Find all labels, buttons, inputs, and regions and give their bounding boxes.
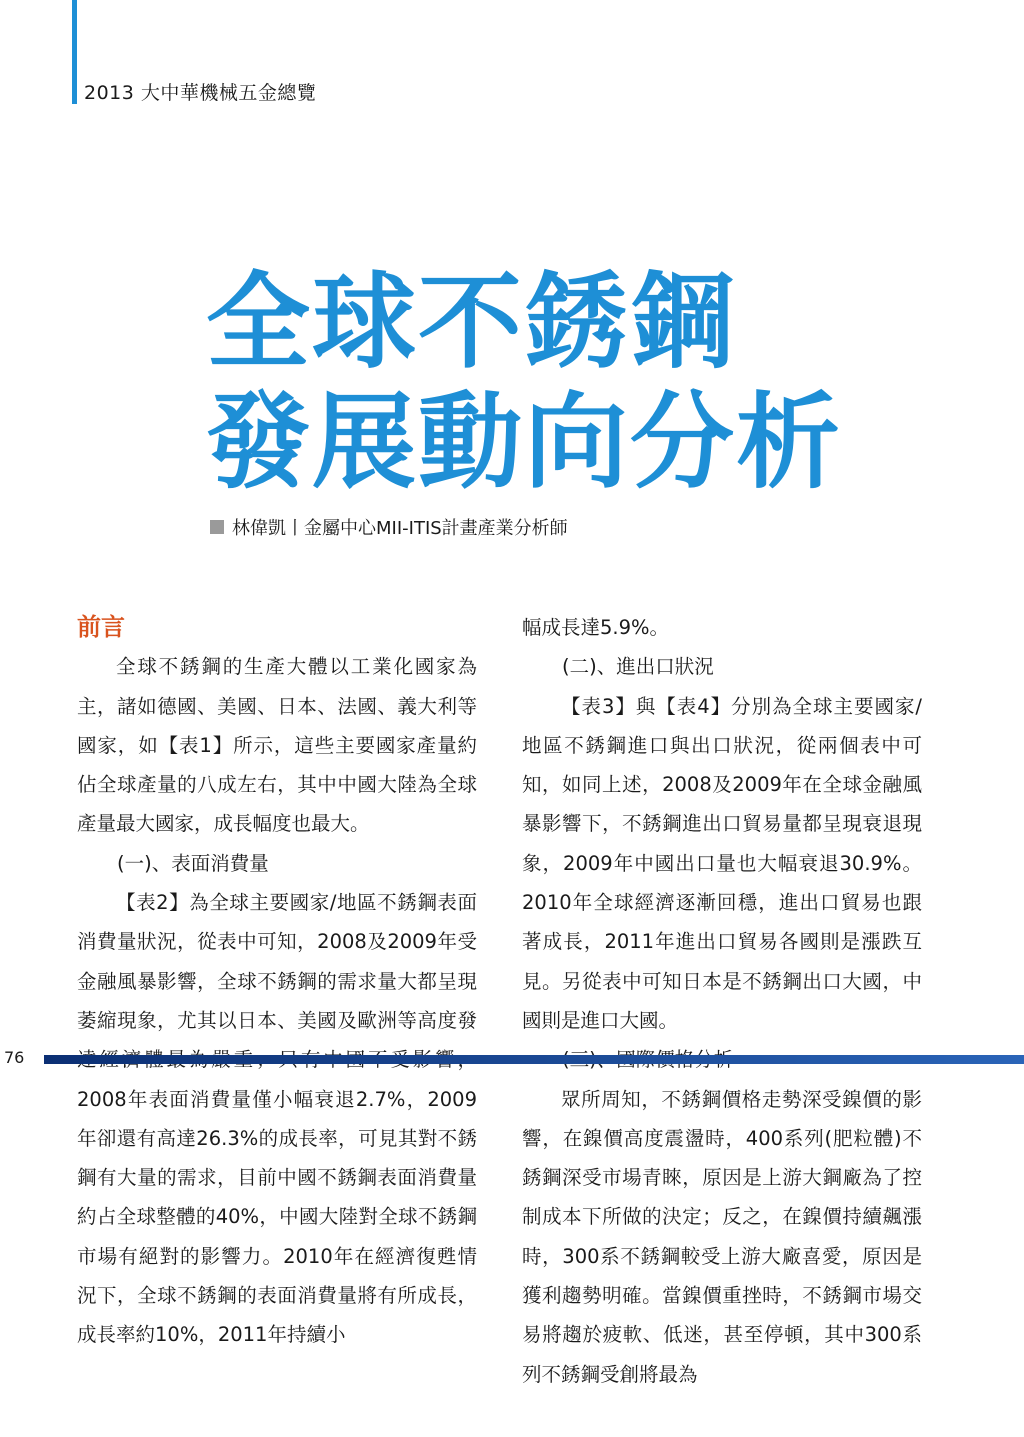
header-accent-bar [72,0,77,104]
consumption-paragraph: 【表2】為全球主要國家/地區不銹鋼表面消費量狀況，從表中可知，2008及2009年受金融風暴影響，全球不銹鋼的需求量大都呈現萎縮現象，尤其以日本、美國及歐洲等高度發 2008年表面消費量僅小幅衰退2.7%，2009年卻還有高達26.3%的成長率，可見其對不銹鋼有大量的需求，目前中國不銹鋼表面消費量約占全球整體的40%，中國大陸對全球不銹鋼市場有絕對的影響力。2010年在經濟復甦情況下，全球不銹鋼的表面消費量將有所成長，成長率約10%，2011年持續小 [77,891,477,1347]
article-title-line-2: 發展動向分析 [206,381,843,503]
subsection-heading-consumption: (一)、表面消費量 [117,851,269,875]
continuation-text: 幅成長達5.9%。 [522,616,670,639]
author-credit: 林偉凱丨金屬中心MII-ITIS計畫產業分析師 [232,518,568,539]
footer-rule [44,1055,1024,1064]
subsection-heading-trade: (二)、進出口狀況 [562,655,714,679]
page-number: 76 [4,1048,25,1067]
price-paragraph: 眾所周知，不銹鋼價格走勢深受鎳價的影響，在鎳價高度震盪時，400系列(肥粒體)不銹鋼深受市場青睞，原因是上游大鋼廠為了控制成本下所做的決定；反之，在鎳價持續飆漲時，300系不銹鋼較受上游大廠喜愛，原因是獲利趨勢明確。當鎳價重挫時，不銹鋼市場交易將趨於疲軟、低迷，甚至停頓，其中300系列不銹鋼受創將最為 [522,1087,922,1386]
section-heading-preface: 前言 [77,613,125,641]
author-byline [210,514,568,540]
byline-square-icon [210,520,224,534]
right-column [522,608,922,1394]
trade-paragraph: 【表3】與【表4】分別為全球主要國家/地區不銹鋼進口與出口狀況，從兩個表中可知，如同上述，2008及2009年在全球金融風暴影響下，不銹鋼進出口貿易量都呈現衰退現象，2009年中國出口量也大幅衰退30.9%。2010年全球經濟逐漸回穩，進出口貿易也跟著成長，2011年進出口貿易各國則是漲跌互見。另從表中可知日本是不銹鋼出口大國，中國則是進口大國。 [522,694,922,1032]
intro-paragraph: 全球不銹鋼的生產大體以工業化國家為主，諸如德國、美國、日本、法國、義大利等國家，如【表1】所示，這些主要國家產量約佔全球產量的八成左右，其中中國大陸為全球產量最大國家，成長幅度也最大。 [77,655,477,836]
publication-title: 2013 大中華機械五金總覽 [84,82,317,104]
article-title-line-1: 全球不銹鋼 [206,261,737,383]
left-column [77,608,477,1355]
article-title [206,262,842,502]
